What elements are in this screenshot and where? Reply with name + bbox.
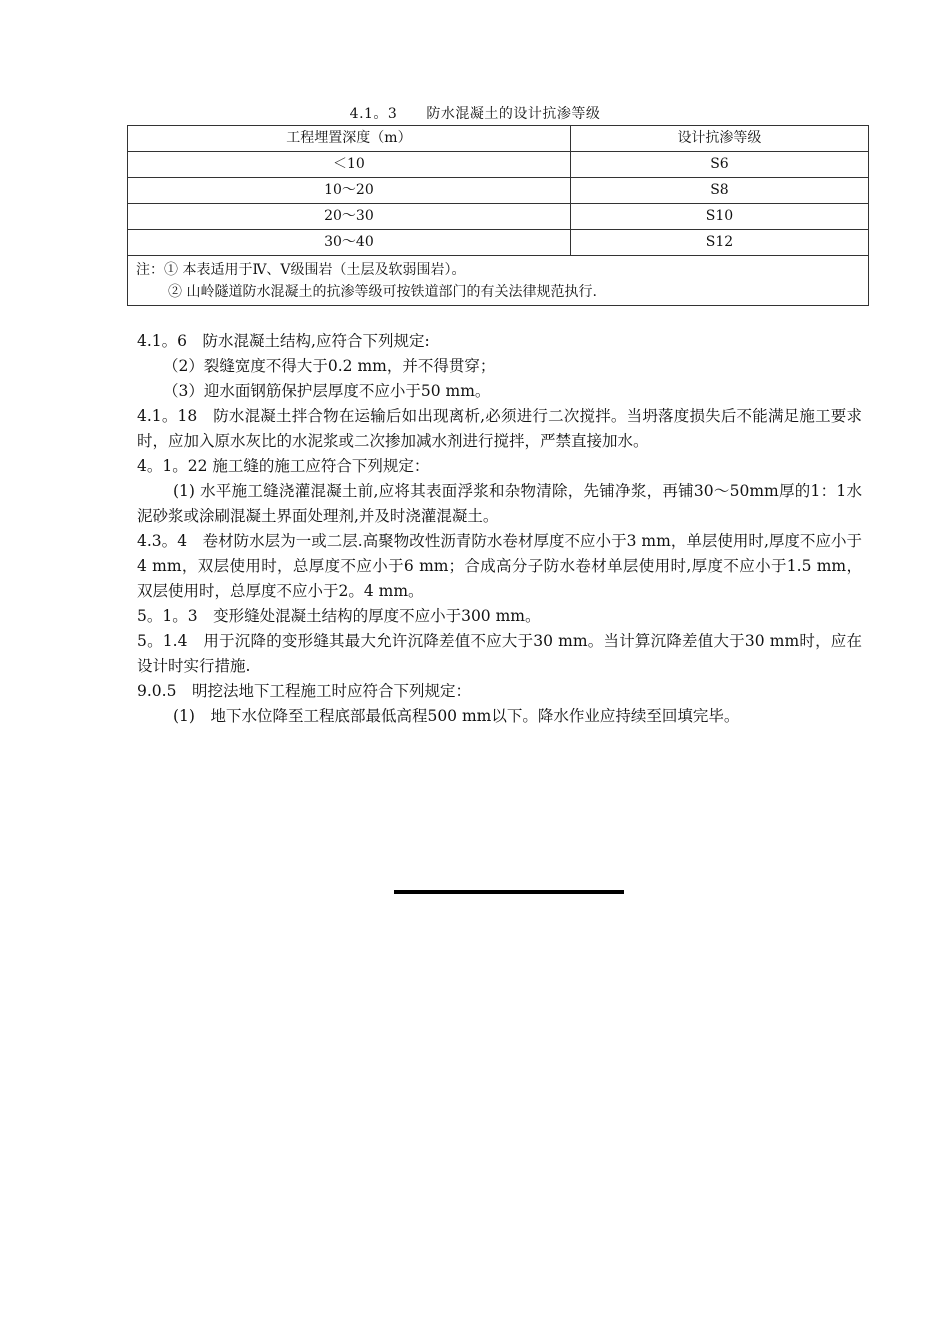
note-line-2: ② 山岭隧道防水混凝土的抗渗等级可按铁道部门的有关法律规范执行. <box>168 284 597 300</box>
note-line-1: 注：① 本表适用于Ⅳ、Ⅴ级围岩（土层及软弱围岩）。 <box>136 262 466 278</box>
grade-cell: S6 <box>570 152 868 178</box>
document-body <box>137 329 862 729</box>
clause-item-3: （3）迎水面钢筋保护层厚度不应小于50 mm。 <box>163 382 491 400</box>
depth-cell: 20～30 <box>128 204 571 230</box>
depth-cell: 30～40 <box>128 230 571 256</box>
depth-cell: 10～20 <box>128 178 571 204</box>
grade-cell: S10 <box>570 204 868 230</box>
clause-item-2: （2）裂缝宽度不得大于0.2 mm，并不得贯穿； <box>163 357 496 375</box>
clause-4-1-18: 4.1。18 防水混凝土拌合物在运输后如出现离析,必须进行二次搅拌。当坍落度损失后不能满足施工要求时，应加入原水灰比的水泥浆或二次掺加减水剂进行搅拌，严禁直接加水。 <box>137 407 862 450</box>
table-note <box>128 256 869 306</box>
header-depth: 工程埋置深度（m） <box>128 126 571 152</box>
depth-cell: ＜10 <box>128 152 571 178</box>
clause-4-1-22: 4。1。22 施工缝的施工应符合下列规定： <box>137 457 430 475</box>
clause-5-1-3: 5。1。3 变形缝处混凝土结构的厚度不应小于300 mm。 <box>137 607 541 625</box>
clause-4-3-4: 4.3。4 卷材防水层为一或二层.高聚物改性沥青防水卷材厚度不应小于3 mm，单层使用时,厚度不应小于4 mm，双层使用时，总厚度不应小于6 mm；合成高分子防水卷材单层使用时,厚度不应小于1.5 mm，双层使用时，总厚度不应小于2。4 mm。 <box>137 532 862 600</box>
clause-4-1-6: 4.1。6 防水混凝土结构,应符合下列规定: <box>137 332 430 350</box>
table-row <box>128 152 869 178</box>
header-grade: 设计抗渗等级 <box>570 126 868 152</box>
table-header-row <box>128 126 869 152</box>
impermeability-grade-table <box>127 125 869 306</box>
clause-9-0-5: 9.0.5 明挖法地下工程施工时应符合下列规定： <box>137 682 471 700</box>
grade-cell: S8 <box>570 178 868 204</box>
horizontal-rule <box>394 890 624 894</box>
table-row <box>128 230 869 256</box>
table-row <box>128 204 869 230</box>
table-caption: 4.1。3 防水混凝土的设计抗渗等级 <box>349 106 601 122</box>
table-note-row <box>128 256 869 306</box>
clause-5-1-4: 5。1.4 用于沉降的变形缝其最大允许沉降差值不应大于30 mm。当计算沉降差值大于30 mm时，应在设计时实行措施. <box>137 632 862 675</box>
table-row <box>128 178 869 204</box>
grade-cell: S12 <box>570 230 868 256</box>
clause-4-1-22-item-1: (1) 水平施工缝浇灌混凝土前,应将其表面浮浆和杂物清除，先铺净浆，再铺30～50mm厚的1：1水泥砂浆或涂刷混凝土界面处理剂,并及时浇灌混凝土。 <box>137 482 862 525</box>
clause-9-0-5-item-1: (1) 地下水位降至工程底部最低高程500 mm以下。降水作业应持续至回填完毕。 <box>173 707 740 725</box>
